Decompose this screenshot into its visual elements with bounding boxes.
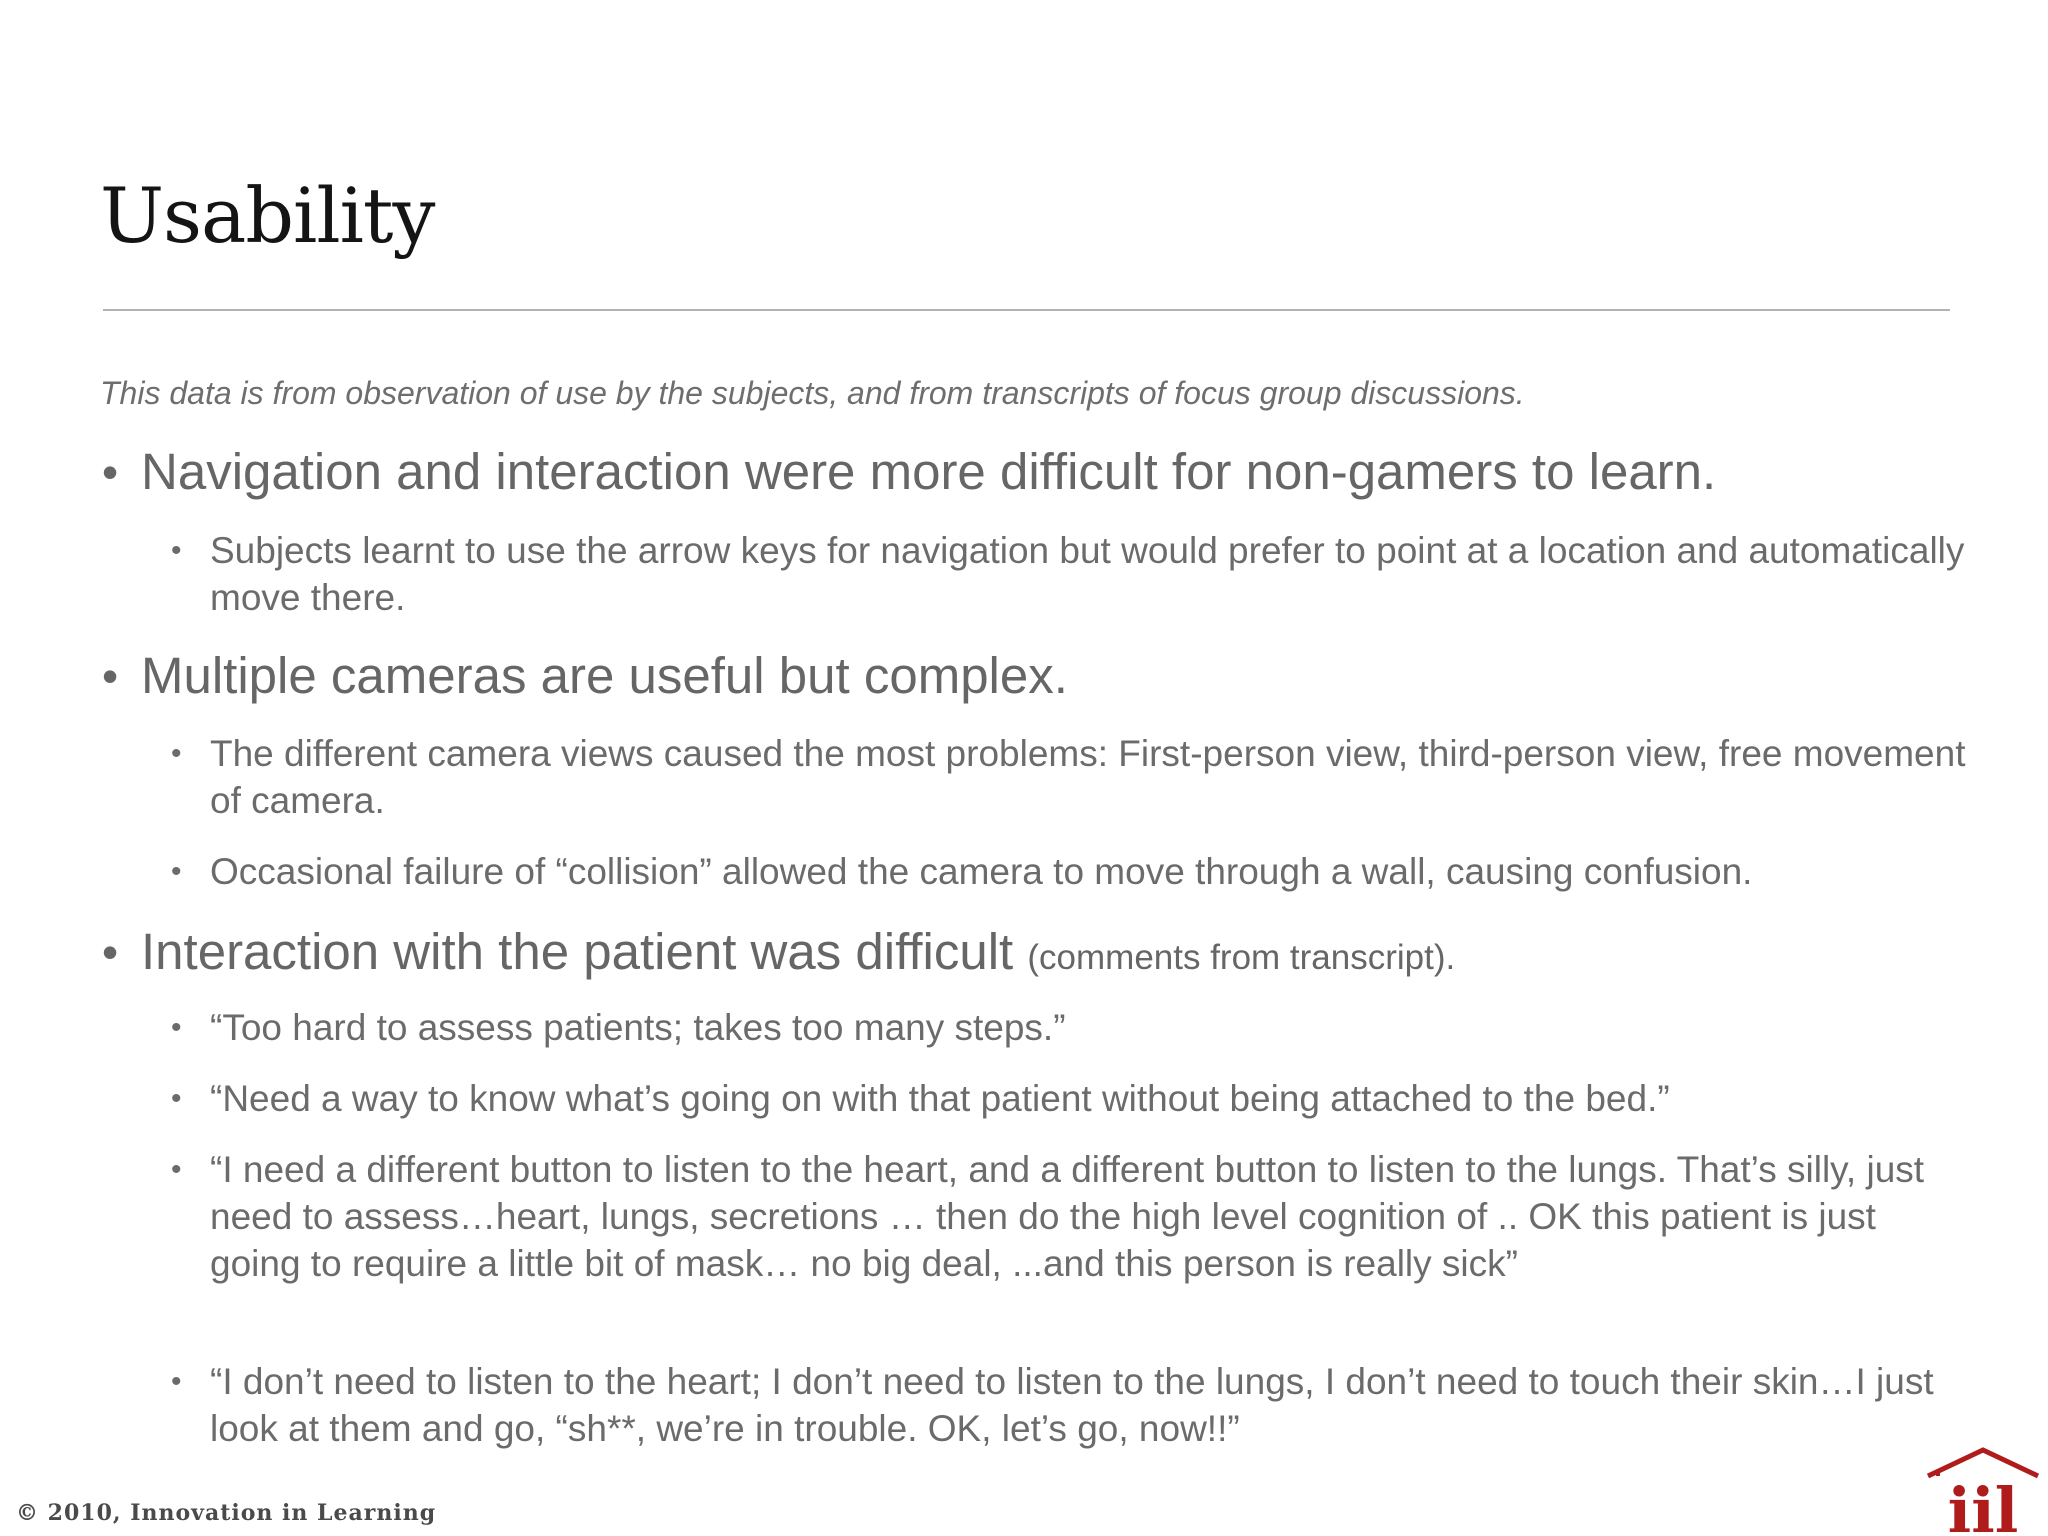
slide-subtitle: This data is from observation of use by the subjects, and from transcripts of focus group discussions.: [100, 375, 1525, 411]
sub-bullet: [171, 1358, 1970, 1452]
sub-bullet: [171, 1075, 1970, 1122]
house-roof-icon: [1928, 1450, 2038, 1476]
bullet-dot: •: [102, 926, 119, 978]
sub-bullet-dot: •: [171, 1082, 182, 1115]
sub-bullet: [171, 730, 1970, 824]
sub-bullet-text: “Too hard to assess patients; takes too many steps.”: [210, 1007, 1066, 1048]
sub-bullet-text: “I need a different button to listen to the heart, and a different button to listen to the lungs. That’s silly, just need to assess…heart, lungs, secretions … then do the high level cognition of .. OK this patient is just going to require a little bit of mask… no big deal, ...and this person is really sick”: [210, 1149, 1925, 1284]
sub-bullet-text: The different camera views caused the most problems: First-person view, third-person view, free movement of camera.: [210, 733, 1966, 821]
bullet-dot: •: [102, 650, 119, 702]
bullet-interaction: [102, 922, 1456, 988]
sub-bullet-dot: •: [171, 737, 182, 770]
sub-bullet: [171, 1004, 1970, 1051]
sub-bullet-dot: •: [171, 1153, 182, 1186]
sub-bullet-text: Subjects learnt to use the arrow keys for navigation but would prefer to point at a location and automatically move there.: [210, 530, 1965, 618]
bullet-text: Interaction with the patient was difficult: [141, 923, 1014, 980]
bullet-cameras: [102, 646, 1068, 706]
bullet-note: (comments from transcript).: [1027, 938, 1456, 977]
sub-bullet-dot: •: [171, 1011, 182, 1044]
sub-bullet-text: “Need a way to know what’s going on with that patient without being attached to the bed.”: [210, 1078, 1670, 1119]
bullet-dot: •: [102, 446, 119, 498]
slide-title: Usability: [100, 171, 435, 260]
sub-bullet: [171, 848, 1970, 895]
sub-bullet-dot: •: [171, 1365, 182, 1398]
copyright-footer: © 2010, Innovation in Learning: [16, 1500, 437, 1526]
iil-logo: [1924, 1446, 2042, 1536]
sub-bullet-text: “I don’t need to listen to the heart; I don’t need to listen to the lungs, I don’t need to touch their skin…I just look at them and go, “sh**, we’re in trouble. OK, let’s go, now!!”: [210, 1361, 1934, 1449]
logo-text: iil: [1947, 1474, 2019, 1536]
title-divider: [103, 309, 1950, 311]
sub-bullet-dot: •: [171, 855, 182, 888]
sub-bullet: [171, 527, 1970, 621]
bullet-navigation: [102, 442, 1717, 502]
sub-bullet-dot: •: [171, 534, 182, 567]
sub-bullet: [171, 1146, 1970, 1287]
bullet-text: Navigation and interaction were more difficult for non-gamers to learn.: [141, 443, 1717, 500]
bullet-text: Multiple cameras are useful but complex.: [141, 647, 1068, 704]
sub-bullet-text: Occasional failure of “collision” allowed the camera to move through a wall, causing confusion.: [210, 851, 1753, 892]
